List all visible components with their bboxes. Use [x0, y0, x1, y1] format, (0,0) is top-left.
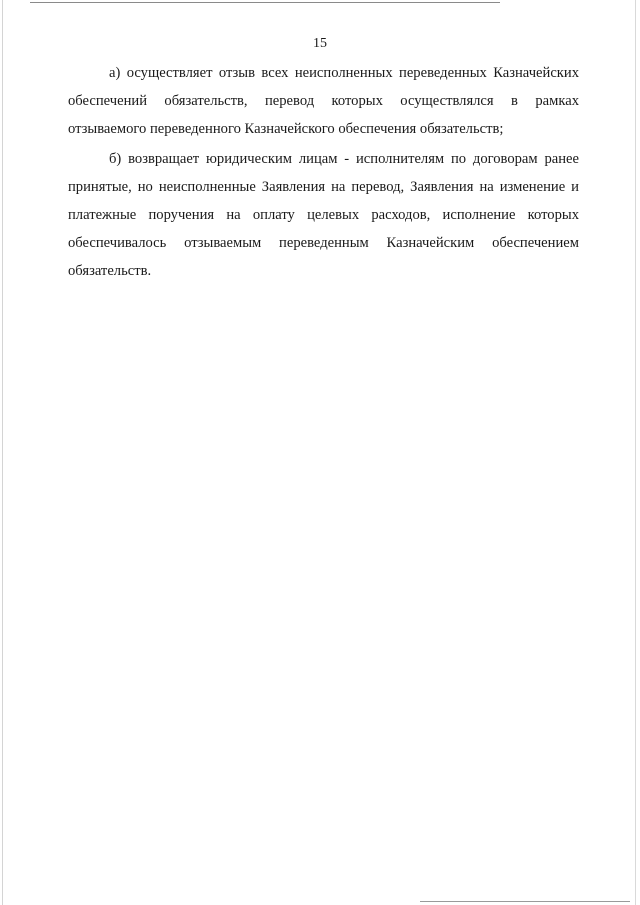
paragraph-a-line-1: а) осуществляет отзыв всех неисполненных переведенных Казначейских: [109, 65, 579, 81]
paragraph-b-line-3: платежные поручения на оплату целевых расходов, исполнение которых: [68, 207, 579, 223]
paragraph-b-line-4: обеспечивалось отзываемым переведенным Казначейским обеспечением: [68, 235, 579, 251]
paragraph-b: [68, 145, 579, 285]
paragraph-b-line-2: принятые, но неисполненные Заявления на перевод, Заявления на изменение и: [68, 179, 579, 195]
paragraph-b-line-5: обязательств.: [68, 263, 152, 279]
scan-edge-top: [30, 2, 500, 3]
page-number: 15: [313, 36, 327, 51]
paragraph-a-line-2: обеспечений обязательств, перевод которых осуществлялся в рамках: [68, 93, 579, 109]
scan-edge-bottom: [420, 901, 630, 902]
paragraph-a-line-3: отзываемого переведенного Казначейского обеспечения обязательств;: [68, 121, 504, 137]
paragraph-b-line-1: б) возвращает юридическим лицам - исполнителям по договорам ранее: [109, 151, 579, 167]
paragraph-a: [68, 59, 579, 143]
scan-edge-left: [2, 0, 3, 905]
scan-edge-right: [635, 0, 636, 905]
